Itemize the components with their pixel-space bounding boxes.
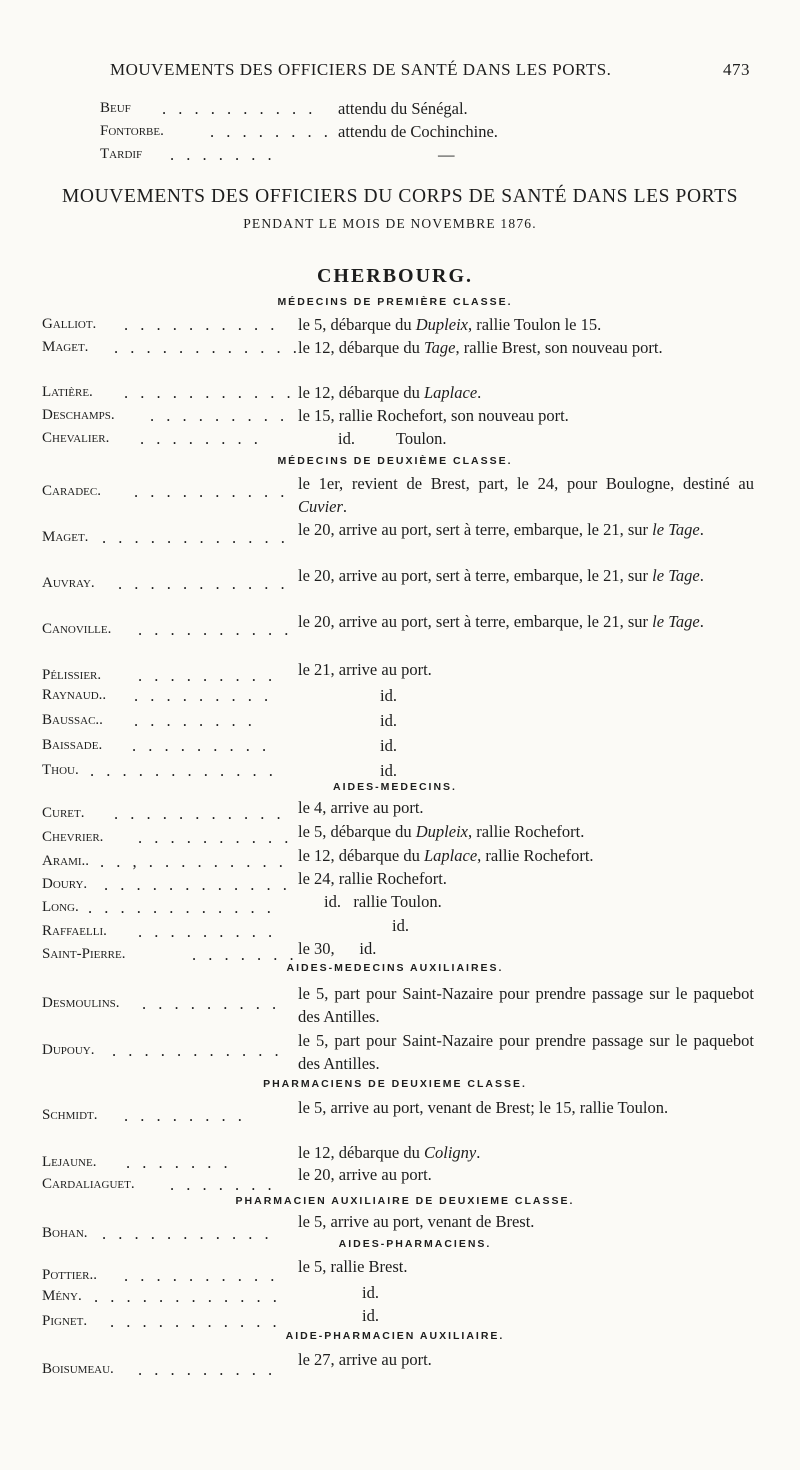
leader-dots: . . . . . . . . . . . .: [104, 875, 291, 894]
leader-dots: . . . . . . . . .: [134, 686, 273, 705]
section-heading: AIDES-PHARMACIENS.: [338, 1238, 492, 1250]
movement-text: le 5, débarque du Dupleix, rallie Rochefort.: [298, 822, 585, 841]
movement-text: le 1er, revient de Brest, part, le 24, pour Boulogne, destiné au Cuvier.: [298, 474, 754, 516]
movement-text: le 20, arrive au port, sert à terre, embarque, le 21, sur le Tage.: [298, 566, 704, 585]
leader-dots: . . . . . . . . . .: [134, 482, 289, 501]
leader-dots: . . . . . . . .: [134, 711, 256, 730]
leader-dots: . . . . . . . . . . . .: [94, 1287, 281, 1306]
leader-dots: . . . . . . . . .: [150, 406, 289, 425]
ship-name: le Tage: [652, 612, 700, 631]
section-heading: PHARMACIENS DE DEUXIEME CLASSE.: [263, 1078, 527, 1090]
leader-dots: . . . . . . . . .: [142, 994, 281, 1013]
ship-name: Laplace: [424, 383, 478, 402]
leader-dots: . . . . . . . . . . .: [102, 1224, 273, 1243]
running-head: [110, 60, 750, 80]
movement-text: le 5, arrive au port, venant de Brest.: [298, 1212, 535, 1231]
section-heading: AIDES-MEDECINS AUXILIAIRES.: [286, 962, 504, 974]
leader-dots: . . . . . . . . . . .: [110, 1312, 281, 1331]
movement-text: —: [438, 145, 455, 164]
officer-name: Fontorbe.: [100, 123, 164, 139]
leader-dots: . . . . . . . .: [124, 1106, 246, 1125]
leader-dots: . . . . . . . . . .: [138, 620, 293, 639]
leader-dots: . . . . . . . .: [210, 122, 332, 141]
movement-text: le 20, arrive au port.: [298, 1165, 432, 1184]
leader-dots: . . . . . . . . . . . .: [114, 338, 301, 357]
movement-text: id.: [362, 1306, 379, 1325]
section-heading: PHARMACIEN AUXILIAIRE DE DEUXIEME CLASSE.: [235, 1195, 575, 1207]
movement-text: le 30, id.: [298, 939, 377, 958]
leader-dots: . . . . . . . . . . .: [112, 1041, 283, 1060]
movement-text: le 21, arrive au port.: [298, 660, 432, 679]
officer-name: Tardif: [100, 146, 143, 162]
officer-name: Pottier..: [42, 1267, 97, 1283]
officer-name: Maget.: [42, 339, 89, 355]
officer-name: Beuf: [100, 100, 131, 116]
section-heading: MÉDECINS DE PREMIÈRE CLASSE.: [277, 296, 513, 308]
movement-text: le 12, débarque du Laplace, rallie Rochefort.: [298, 846, 594, 865]
leader-dots: . . . . . . . . .: [138, 1360, 277, 1379]
leader-dots: . . . . . . . . . .: [124, 1266, 279, 1285]
movement-text: le 27, arrive au port.: [298, 1350, 432, 1369]
movement-text: le 12, débarque du Tage, rallie Brest, son nouveau port.: [298, 338, 663, 357]
ship-name: le Tage: [652, 566, 700, 585]
movement-text: id.: [380, 686, 397, 705]
section-heading: AIDES-MEDECINS.: [333, 781, 457, 793]
movement-text: id.: [380, 711, 397, 730]
sub-title: PENDANT LE MOIS DE NOVEMBRE 1876.: [243, 216, 537, 231]
officer-name: Long.: [42, 899, 79, 915]
movement-text: le 15, rallie Rochefort, son nouveau port.: [298, 406, 569, 425]
movement-text: id. rallie Toulon.: [324, 892, 442, 911]
ship-name: le Tage: [652, 520, 700, 539]
leader-dots: . . . . . . .: [170, 145, 276, 164]
officer-name: Desmoulins.: [42, 995, 120, 1011]
officer-name: Raynaud..: [42, 687, 107, 703]
movement-text: id.: [380, 761, 397, 780]
ship-name: Cuvier: [298, 497, 343, 516]
movement-text: le 20, arrive au port, sert à terre, embarque, le 21, sur le Tage.: [298, 520, 704, 539]
section-heading: AIDE-PHARMACIEN AUXILIAIRE.: [285, 1330, 505, 1342]
officer-name: Mény.: [42, 1288, 82, 1304]
movement-text: le 24, rallie Rochefort.: [298, 869, 447, 888]
leader-dots: . . . . . . . . . .: [162, 99, 317, 118]
leader-dots: . . . . . . .: [126, 1153, 232, 1172]
page-number: 473: [723, 60, 750, 79]
movement-text: le 5, débarque du Dupleix, rallie Toulon le 15.: [298, 315, 602, 334]
running-head-title: MOUVEMENTS DES OFFICIERS DE SANTÉ DANS LES PORTS.: [110, 60, 612, 79]
officer-name: Boisumeau.: [42, 1361, 114, 1377]
movement-text: le 12, débarque du Laplace.: [298, 383, 482, 402]
leader-dots: . . . . . . .: [192, 945, 298, 964]
main-title: MOUVEMENTS DES OFFICIERS DU CORPS DE SANTÉ DANS LES PORTS: [61, 186, 739, 207]
officer-name: Auvray.: [42, 575, 95, 591]
movement-text: id. Toulon.: [338, 429, 447, 448]
officer-name: Schmidt.: [42, 1107, 98, 1123]
officer-name: Doury.: [42, 876, 88, 892]
movement-text: id.: [380, 736, 397, 755]
leader-dots: . . . . . . . .: [140, 429, 262, 448]
ship-name: Tage: [424, 338, 456, 357]
officer-name: Cardaliaguet.: [42, 1176, 135, 1192]
officer-name: Curet.: [42, 805, 85, 821]
leader-dots: . . , . . . . . . . . .: [100, 852, 287, 871]
movement-text: le 4, arrive au port.: [298, 798, 424, 817]
officer-name: Latière.: [42, 384, 93, 400]
officer-name: Pignet.: [42, 1313, 88, 1329]
movement-text: le 20, arrive au port, sert à terre, embarque, le 21, sur le Tage.: [298, 612, 704, 631]
officer-name: Lejaune.: [42, 1154, 97, 1170]
leader-dots: . . . . . . . . .: [138, 666, 277, 685]
officer-name: Bohan.: [42, 1225, 88, 1241]
movement-text: le 12, débarque du Coligny.: [298, 1143, 481, 1162]
officer-name: Thou.: [42, 762, 79, 778]
officer-name: Galliot.: [42, 316, 97, 332]
officer-name: Chevrier.: [42, 829, 104, 845]
leader-dots: . . . . . . . . .: [138, 922, 277, 941]
movement-text: le 5, rallie Brest.: [298, 1257, 408, 1276]
leader-dots: . . . . . . . . . . . .: [102, 528, 289, 547]
officer-name: Arami..: [42, 853, 90, 869]
officer-name: Dupouy.: [42, 1042, 95, 1058]
officer-name: Deschamps.: [42, 407, 115, 423]
officer-name: Baussac..: [42, 712, 103, 728]
officer-name: Pélissier.: [42, 667, 102, 683]
leader-dots: . . . . . . .: [170, 1175, 276, 1194]
officer-name: Caradec.: [42, 483, 101, 499]
leader-dots: . . . . . . . . . .: [124, 315, 279, 334]
ship-name: Coligny: [424, 1143, 477, 1162]
movement-text: attendu du Sénégal.: [338, 99, 468, 118]
leader-dots: . . . . . . . . . . . .: [88, 898, 275, 917]
officer-name: Saint-Pierre.: [42, 946, 126, 962]
movement-text: id.: [362, 1283, 379, 1302]
officer-name: Maget.: [42, 529, 89, 545]
officer-name: Baissade.: [42, 737, 103, 753]
ship-name: Dupleix: [415, 822, 468, 841]
movement-text: le 5, part pour Saint-Nazaire pour prendre passage sur le paquebot des Antilles.: [298, 1031, 754, 1073]
ship-name: Laplace: [424, 846, 478, 865]
movement-text: le 5, part pour Saint-Nazaire pour prendre passage sur le paquebot des Antilles.: [298, 984, 754, 1026]
leader-dots: . . . . . . . . . .: [138, 828, 293, 847]
movement-text: attendu de Cochinchine.: [338, 122, 498, 141]
ship-name: Dupleix: [415, 315, 468, 334]
officer-name: Raffaelli.: [42, 923, 107, 939]
officer-name: Canoville.: [42, 621, 112, 637]
movement-text: le 5, arrive au port, venant de Brest; le 15, rallie Toulon.: [298, 1098, 669, 1117]
leader-dots: . . . . . . . . . . .: [124, 383, 295, 402]
movement-text: id.: [392, 916, 409, 935]
leader-dots: . . . . . . . . . . . .: [90, 761, 277, 780]
officer-name: Chevalier.: [42, 430, 110, 446]
leader-dots: . . . . . . . . . . .: [114, 804, 285, 823]
section-heading: MÉDECINS DE DEUXIÈME CLASSE.: [277, 455, 513, 467]
leader-dots: . . . . . . . . .: [132, 736, 271, 755]
port-heading: CHERBOURG.: [316, 265, 474, 287]
leader-dots: . . . . . . . . . . .: [118, 574, 289, 593]
